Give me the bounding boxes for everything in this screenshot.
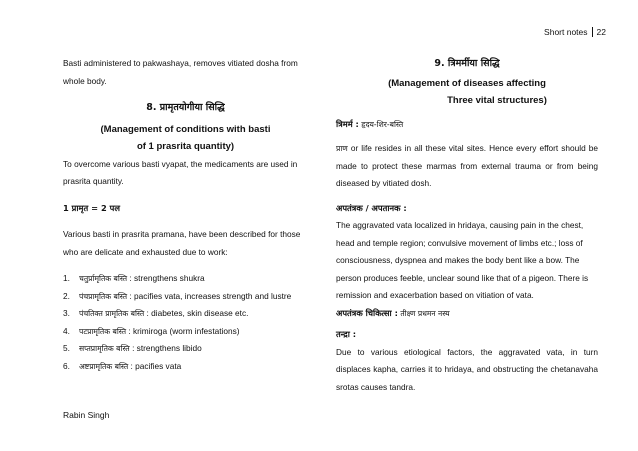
section-9-heading-en: (Management of diseases affecting — [388, 77, 546, 89]
chikitsa-label: अपतंत्रक चिकित्सा : — [336, 307, 398, 318]
trimarma-line — [336, 116, 598, 134]
list-term: पंचप्रामृतिक बस्ति — [79, 291, 128, 301]
list-item — [63, 340, 308, 358]
list-number: 5. — [63, 343, 70, 353]
para-prasrita-pramana: Various basti in prasrita pramana, have been described for those who are delicate and exhausted due to work: — [63, 229, 301, 257]
list-text: : pacifies vata — [128, 360, 182, 371]
list-number: 3. — [63, 308, 70, 318]
section-8-heading-en2: of 1 prasrita quantity) — [136, 141, 235, 152]
list-text: : strengthens shukra — [127, 273, 205, 283]
prana-paragraph — [336, 140, 598, 193]
list-text: : krimiroga (worm infestations) — [126, 325, 240, 336]
para-prasrita-quantity: To overcome various basti vyapat, the medicaments are used in prasrita quantity. — [63, 158, 298, 186]
section-8-heading-en: (Management of conditions with basti — [100, 123, 271, 135]
measure-text: 1 प्रामृत = 2 पल — [63, 202, 120, 213]
prana-term: प्राण — [336, 144, 348, 153]
right-column — [336, 55, 598, 396]
list-text: : diabetes, skin disease etc. — [144, 308, 249, 318]
apatantraka-heading — [336, 200, 598, 218]
list-number: 6. — [63, 360, 70, 371]
header-label: Short notes — [544, 27, 592, 37]
section-9-heading-en2: Three vital structures) — [447, 95, 547, 106]
tandra-paragraph: Due to various etiological factors, the aggravated vata, in turn displaces kapha, carries it to hridaya, and obstructing the chetanavaha srotas causes tandra. — [336, 346, 598, 392]
left-column — [63, 55, 308, 375]
list-text: : strengthens libido — [129, 343, 202, 353]
basti-list — [63, 270, 308, 375]
list-number: 1. — [63, 273, 70, 283]
section-9-heading-deva: 9. त्रिमर्मीया सिद्धि — [434, 58, 500, 69]
footer-author: Rabin Singh — [63, 410, 110, 420]
list-text: : pacifies vata, increases strength and lustre — [127, 290, 292, 301]
list-item — [63, 323, 308, 341]
apatantraka-label: अपतंत्रक / अपतानक : — [336, 202, 407, 213]
page-number: 22 — [596, 27, 606, 37]
measure-line — [63, 200, 308, 218]
trimarma-text: हृदय-शिर-बस्ति — [358, 119, 404, 129]
list-item — [63, 270, 308, 288]
list-term: पटप्रामृतिक बस्ति — [79, 326, 127, 336]
tandra-label: तन्द्रा : — [336, 329, 357, 339]
list-term: सप्तप्रामृतिक बस्ति — [79, 344, 130, 353]
list-item — [63, 305, 308, 323]
intro-paragraph: Basti administered to pakwashaya, removes vitiated dosha from whole body. — [63, 58, 298, 86]
list-term: पंचतिक्त प्रामृतिक बस्ति — [79, 309, 145, 318]
list-term: चतुर्प्रामृतिक बस्ति — [79, 274, 128, 283]
section-8-heading-deva: 8. प्रामृतयोगीया सिद्धि — [146, 102, 225, 113]
chikitsa-line — [336, 305, 598, 323]
chikitsa-text: तीक्ष्ण प्रधमन नस्य — [397, 308, 450, 318]
apatantraka-paragraph: The aggravated vata localized in hridaya, causing pain in the chest, head and temple region; convulsive movement of limbs etc.; loss of consciousness, dyspnea and makes the body bent like a bow. The person produces feeble, unclear sound like that of a pigeon. There is remission and exacerbation based on vitiation of vata. — [336, 220, 589, 300]
list-item — [63, 358, 308, 376]
page-header — [544, 27, 606, 37]
tandra-heading — [336, 326, 598, 344]
list-number: 4. — [63, 325, 70, 336]
list-term: अष्टप्रामृतिक बस्ति — [79, 361, 129, 371]
prana-text: or life resides in all these vital sites. Hence every effort should be made to protect these marmas from external trauma or from being diseased by vitiated dosh. — [336, 143, 598, 188]
list-item — [63, 288, 308, 306]
trimarma-label: त्रिमर्म : — [336, 118, 359, 129]
list-number: 2. — [63, 290, 70, 301]
